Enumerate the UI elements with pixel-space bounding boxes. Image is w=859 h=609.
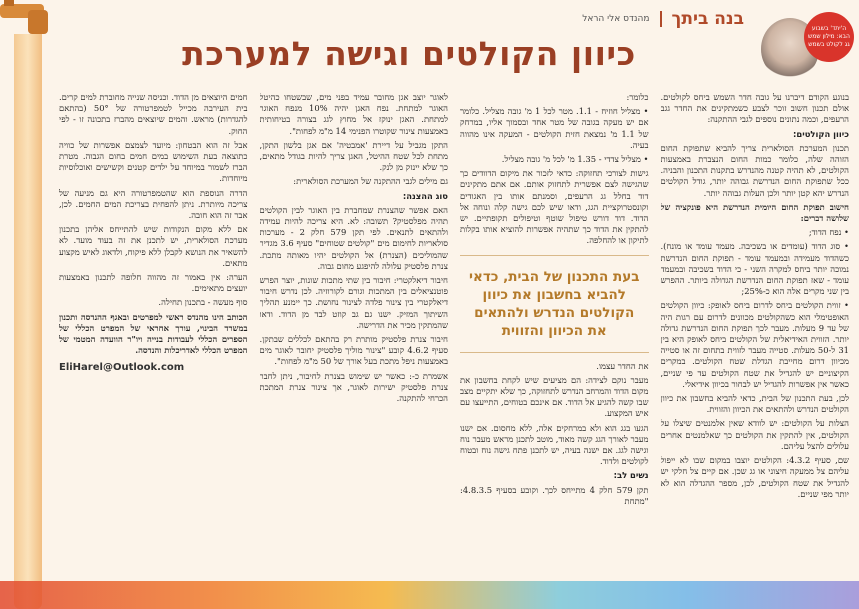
paragraph: גישות לצורכי תחזוקה: כדאי לזכור את מיקום הדוודים כך שהגישה לצם אפשרית לתחזוק אותם. אם אתם מתקינים דוד בחלל גג הרעפים, וסמנתם אותו בין האגודים וקונסטרוקציית הגג, ודאו שיש לכם גישה קלה ונוחה אל הדוד. דוד דורש טיפול שוטף וטיפולים תקופתיים. יש להתקין את הדוד כך שתהיה אפשרות להוציא אותו בקלות לתיקון או להחלפה. (460, 168, 649, 246)
paragraph: האם אפשר שהצנרת שמחברת בין האוגר לבין הקולטים תהיה מפלסטיק? תשובה: לא. היא צריכה להיות עמידה ולהתאים לתנאים. לפי תקן 579 חלק 2 - מערכות סולאריות לחימום מים "קולטים שטוחים" סעיף 3.6 מגדיר שהמוליכים (הצנרת) אל הקולטים יהיו מאותה מתכת. צנרת פלסטיק עלולה להיפגע מחום גבוה. (259, 204, 448, 271)
water-stream-illustration (14, 34, 42, 609)
promo-badge-text: ה'יתד' בשבוע הבא: מילון שמש גג לקולט בשמש (808, 25, 850, 48)
water-splash-illustration (0, 581, 859, 609)
author-email: EliHarel@Outlook.com (59, 362, 185, 374)
paragraph: • מצליל חוזיח - 1.1. מטר לכל 1 מ' גובה מצליל. כלומר אם יש מעקה בגובה של מטר אחד ובסמוך אליו, במרחק של 1.1 מ' נמצאת חזית הקולטים - המעקה אינו מהווה בעיה. (460, 106, 649, 150)
paragraph: • סוג הדוד (עומדים או בשכיבה. מעמד עומד או מונח). כשהדוד מעמידה ובמעמד עומד - תפוקת החום הנדרשת נמוכה יותר ביחס למקרה השני - כי הדוד בשכיבה ובמעמד עומד - שאז תפוקת החום הנדרשת הגדולה ביותר. ההפרש בין שני מקרים אלה הוא כ-25%; (660, 241, 849, 297)
paragraph: חישוב תפוקת החום היומית הנדרשת היא פונקציה של שלושה דברים: (660, 201, 849, 224)
paragraph: לאוגר יוצב אגן מחובר עמיד בפני מים, שבשטחו כהיטל האוגר למתחת. נפח האגן יהיה 10% מנפח האוגר למתחת. האגן ינוקז אל מחוץ לגג בצורה בטיחותית באמצעות צינור שקוטרו הפנימי 14 מ"מ לפחות". (259, 92, 448, 136)
pull-quote: בעת התכנון של הבית, כדאי להביא בחשבון את כיוון הקולטים הנדרש ולהתאים את הכיוון והזווית (460, 255, 649, 353)
paragraph: סוף מעשה - בתכנון תחילה. (158, 297, 248, 308)
paragraph: תקן 579 חלק 4 מתייחס לכך. וקובע בסעיף 4.8.3.5: "מתחת (460, 484, 649, 506)
paragraph: חיבור צנרת פלסטיק מותרת רק בהתאם לכללים שבתקן. סעיף 4.6.2 קובע "צינור מוליך פלסטיק יחובר לאוגר מים באמצעות ניפל מתכת בעל אורך של 50 מ"מ לפחות". (259, 334, 448, 367)
paragraph: אשמרת כ-: כאשר יש שימוש בצנרת לחיבור, ניתן לחבר צנרת פלסטיק ישירות לאוגר, אך צינור צנרת המתכת הכרחי להתקנה. (259, 370, 448, 404)
paragraph: חיבור דיאלקטרי: חיבור בין שתי מתכות שונות, יוצר הפרש פוטנציאלים בין המתכות וגורם לקורוזיה. לכן נדרש חיבור דיאלקטרי בין צינור פלדה לצינור נחושת. כך יימנע תהליך השיתוך המזיק. ישנו גם גב קוזט לבד מן הדוד. ודאו שהמתקין מכיר את הדרישה. (259, 275, 448, 330)
paragraph: הצלות על הקולטים: יש לוודא שאין אלמנטים שיצלו על הקולטים, אין להתקין את הקולטים כך שאלמנטים אחרים עלולים להצל עליהם. (660, 418, 849, 451)
article-column-3 (260, 92, 449, 578)
article-headline: כיוון הקולטים וגישה למערכת (182, 34, 636, 73)
author-byline: מהנדס אלי הראל (582, 14, 650, 24)
article-column-2 (460, 92, 649, 578)
paragraph: כלומר: (626, 92, 649, 102)
paragraph: התקן מגביל על דיירת 'אמבטיה' אם אגן בלשון התקן, מתחת לכל שטח ההיטל, האגן צריך להיות בגודל מתאים, כך שלא יינזק מן לנק. (259, 139, 448, 173)
paragraph: שם, סעיף 4.3.2: הקולטים יוצבו במקום שבו לא ייפול עליהם צל ממעקה חיצוני או גג שכן. אם קיים צל חלקי יש להגדיל את שטח הקולטים, לכן, מספר ההגדלה הוא לא יותר מפי שניים. (660, 455, 849, 499)
paragraph: אבל זה הוא הבטחון: מיועד לצמצם אפשרות של כוויה כתוצאה בעת השימוש במים חמים בחום הגבוה. מטרת הברז לשמור במיוחד על ילדים קטנים וקשישים ואוכלוסיות מיוחדות. (59, 139, 248, 184)
paragraph: בנוגע הקודם דיברנו על גובה חדר השמש ביחס לקולטים. אולם תכנון חשוב זוכר לצבע כשמתקינים את החדר גגב הרעפים, וכמה נתונים נוספים לגבי ההתקנה: (660, 92, 849, 125)
promo-badge (804, 12, 854, 62)
paragraph: מעבר נוקם לצידה: הם מציעים שיש לקחת בחשבון את מקום הדוד והמרחב הנדרש לתחזוקה, כך שלא יתקיים מצב שבו קשה להגיע אל הדוד. אם אינכם בטוחים, התייעצו עם איש המקצוע. (460, 374, 649, 419)
paragraph: תכנון המערכת הסולארית צריך להביא שתפוקת החום הזוהה שלה, כלומר כמות החום הנצברת באמצעות הקולטים, לא תהיה קטנה מהנדרש בתקנות התכנון והבניה. ככל שתפוקת החום הנדרשת גבוהה יותר, גודל הקולטים הנדרש יהא קטן יותר ולכן העלות גבוהה יותר. (660, 142, 849, 198)
header-separator (660, 11, 662, 27)
paragraph: גם מילים לגבי ההתקנה של המערכת הסולארית: (293, 176, 448, 187)
paragraph: הגעו בגג הוא ולא במרחקים אלה, ללא מחסום. אם ישנו מעבר לאורך הגג קשה מאוד, מוטב לתכנן מראש מעבר נוח וגישה לגג. אם ישנה בעיה, יש לתכנן פתח גישה נוח ובטוח לקולטים ולדוד. (460, 422, 649, 467)
section-title: בנה ביתך (671, 9, 744, 29)
paragraph: • נפח הדוד; (808, 227, 849, 238)
article-column-4 (59, 92, 248, 578)
subheading: סוג ההצנה: (402, 190, 448, 201)
paragraph: הערה: אין באמור זה מהווה חלופה לתכנון באמצעות יועצים מתאימים. (59, 272, 248, 294)
paragraph: הכותב הינו מהנדס ראשי למפרטים ובאגף ההנדסה ותכנון במשרד הבינוי, עורך אחראי של המפרט הכללי של הספרים הכללי לעבודות בנייה ויו"ר הוועדה המטמי של המפרט הכללי לאדריכלות והנדסה. (59, 311, 248, 356)
paragraph: • זווית הקולטים ביחס לדרום ביחס לאופק: כיוון הקולטים האופטימלי הוא כשהקולטים מכוונים לדרום עם רגות היה של עד 9 מעלות. מעבר לכך תפוקת החום הנדרשת גדולה יותר. הזווית האידיאלית של הקולטים ביחס לאופק היא בין 31 ל-50 מעלות. סטייה מעבר לזווית בתחום זה או סטייה מכיוון דרום מחייבת הגדלת שטח הקולטים. במקרים הקיצוניים יש להגדיל את שטח הקולטים עד פי שניים, כאשר אין אפשרות להגדיל יש לבחור בכיוון אידיאלי. (660, 300, 849, 389)
section-header (582, 8, 744, 30)
paragraph: אם ללא מקום הנקודות שיש להתייחס אליהן בתכנון מערכת הסולארית, יש לתכנן את זה בעוד מועד. לא להשאיר את הנושא לקבלן ללא פיקוח, ולדאוג לאיש מקצוע מתאים. (59, 224, 248, 268)
paragraph: הדרה הנוספת הוא שהטמפרטורה היא גם מניעה של צריכה מיותרת. ניתן להפחית בצריכת המים החמים. לכן, אבר זה הוא חובה. (59, 187, 248, 221)
subheading: נשים לב: (613, 470, 649, 481)
paragraph: את החדר עצמו. (596, 360, 649, 371)
article-column-1 (661, 92, 850, 578)
paragraph: • מצליל צדדי - 1.35 מ' לכל מ' גובה מצליל. (501, 154, 649, 165)
subheading: כיוון הקולטים: (793, 128, 849, 139)
paragraph: חמים היוצאים מן הדוד. וכניסה שנייה מחוברת למים קרים. בית העירבה מכייל לטמפרטורה של 50° (בהתאם להגדרות) מראש. והמים שיוצאים מהברז בתכונה זו - לפי החוק. (59, 92, 248, 136)
article-body (59, 92, 849, 578)
paragraph: לכן, בעת התכנון של הבית, כדאי להביא בחשבון את כיוון הקולטים הנדרש ולהתאים את הכיוון והזווית. (660, 393, 849, 415)
